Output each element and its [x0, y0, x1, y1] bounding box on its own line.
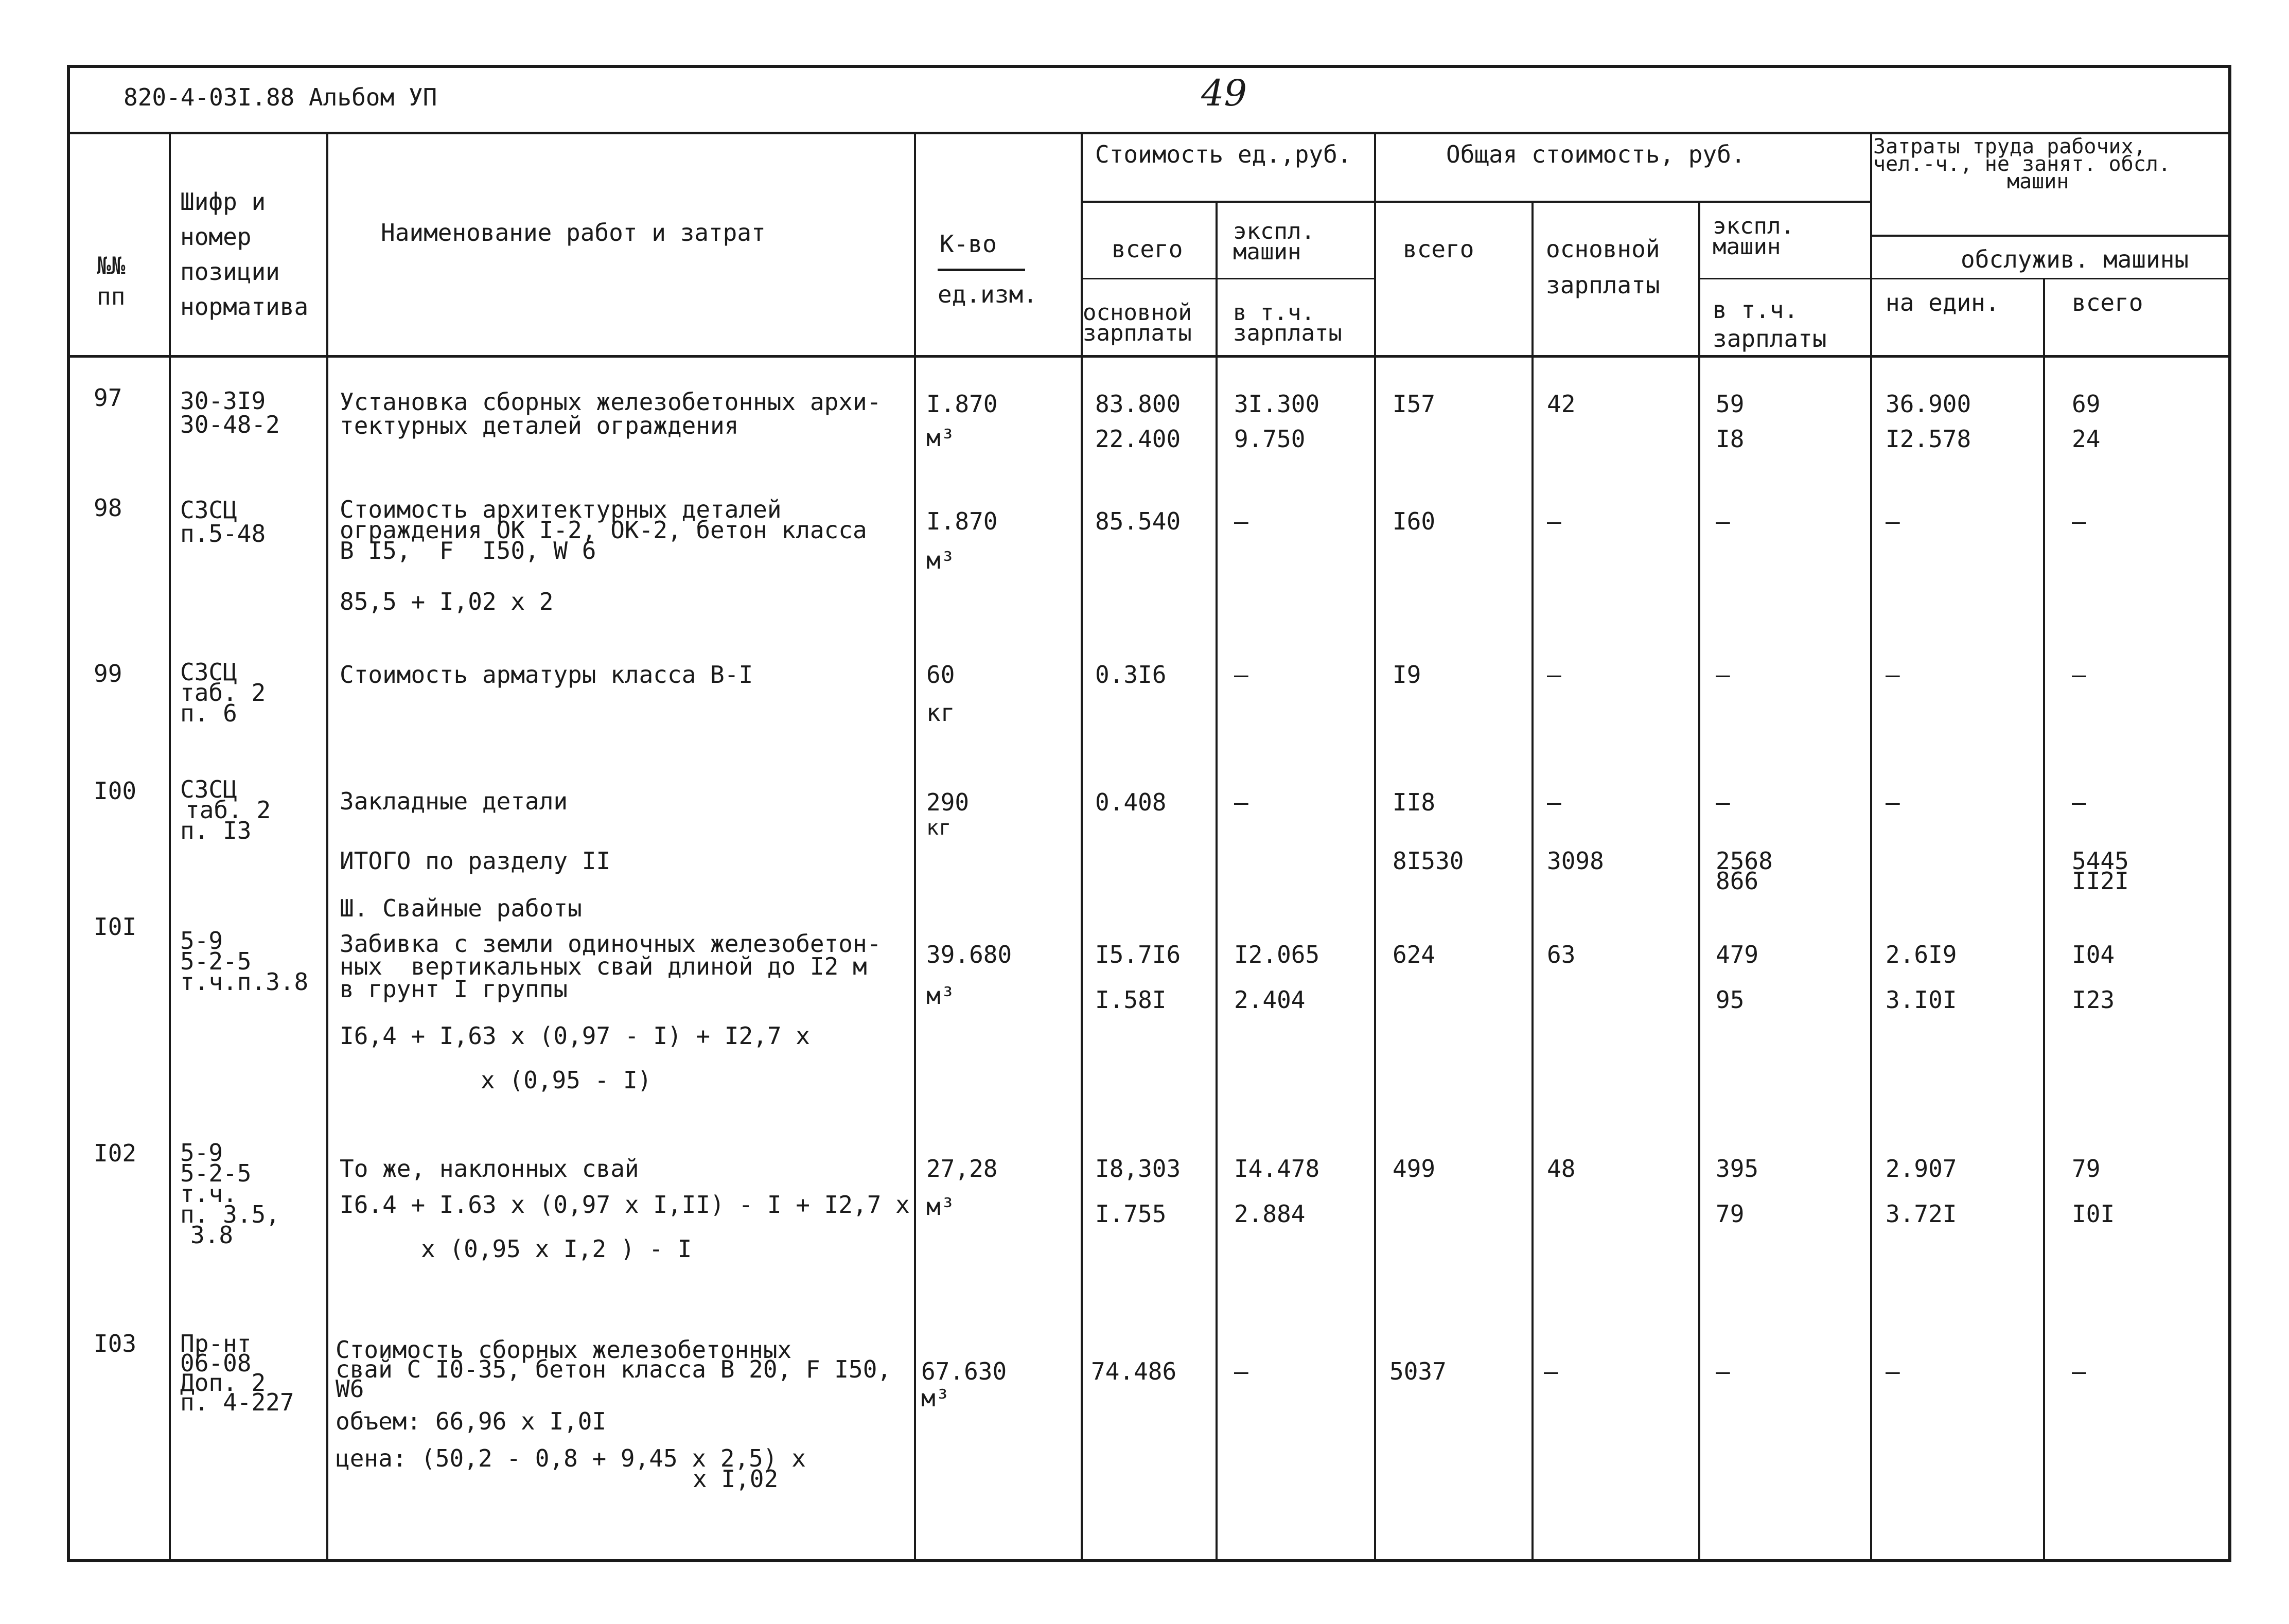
row-num: 98 [94, 494, 122, 522]
row-total: I9 [1393, 661, 1421, 689]
row-unit-salary: I.755 [1095, 1200, 1167, 1228]
row-code-line: 5-2-5 [180, 1159, 252, 1187]
row-total: II8 [1393, 788, 1436, 816]
col-divider-unit-mach [1216, 201, 1218, 1562]
row-unit-total: I5.7I6 [1095, 941, 1181, 968]
row-code-line: таб. 2 [185, 796, 271, 824]
col-header-labor-service: обслужив. машины [1961, 245, 2189, 273]
total-mach-subdivider [1698, 278, 1870, 279]
col-header-unit-machine-salary-line1: в т.ч. [1233, 299, 1315, 326]
row-name [340, 496, 867, 564]
unit-cost-subdivider [1081, 201, 1374, 203]
total-cost-subdivider [1374, 201, 1870, 203]
col-divider-qty [1081, 132, 1083, 1562]
col-header-total-machine-salary-line2: зарплаты [1713, 325, 1827, 352]
row-code-line: п. 3.5, [180, 1201, 280, 1228]
row-unit-mach: – [1234, 1357, 1248, 1385]
row-total-mach: – [1716, 1357, 1730, 1385]
row-total: 499 [1393, 1155, 1436, 1182]
row-formula-line: цена: (50,2 - 0,8 + 9,45 x 2,5) x [336, 1444, 806, 1472]
col-header-labor-line2: чел.-ч., не занят. обсл. [1873, 152, 2171, 176]
row-code-line: СЗСЦ [180, 775, 237, 803]
col-divider-total-salary [1531, 201, 1534, 1562]
row-unit-total: 74.486 [1091, 1357, 1177, 1385]
col-header-unit-cost: Стоимость ед.,руб. [1095, 140, 1352, 168]
row-code-line: Доп. 2 [180, 1369, 266, 1397]
row-name-line: Забивка с земли одиночных железобетон- [340, 930, 882, 958]
row-name: Стоимость арматуры класса В-I [340, 661, 753, 689]
row-labor-total: – [2072, 507, 2086, 535]
row-qty: 290 [926, 788, 970, 816]
row-unit-total: 0.408 [1095, 788, 1167, 816]
row-name-line: Установка сборных железобетонных архи- [340, 388, 882, 416]
row-code-line: 06-08 [180, 1349, 252, 1377]
row-labor-unit: – [1886, 661, 1900, 689]
row-labor-total: 5445 [2072, 847, 2129, 875]
row-code-line: таб. 2 [180, 679, 266, 707]
row-unit-mach-salary: 2.404 [1234, 986, 1306, 1014]
row-unit-total: I8,303 [1095, 1155, 1181, 1182]
row-qty: 60 [926, 661, 955, 689]
row-total-mach: 395 [1716, 1155, 1759, 1182]
section-heading: Ш. Свайные работы [340, 894, 582, 922]
header-divider [67, 132, 2231, 134]
col-header-total-cost: Общая стоимость, руб. [1446, 140, 1746, 168]
row-code [180, 496, 266, 548]
row-unit-mach: I2.065 [1234, 941, 1320, 968]
col-header-unit-base-salary [1083, 299, 1192, 346]
col-header-labor-total: всего [2072, 289, 2143, 316]
col-divider-labor [1870, 132, 1872, 1562]
col-header-labor-line1: Затраты труда рабочих, [1873, 135, 2146, 158]
row-unit-total: 85.540 [1095, 507, 1181, 535]
row-code [180, 658, 266, 727]
row-code-line: 5-2-5 [180, 947, 252, 975]
row-total-salary: 42 [1547, 390, 1576, 418]
row-total: I60 [1393, 507, 1436, 535]
row-labor-total: – [2072, 1357, 2086, 1385]
col-header-code-line3: позиции [180, 258, 280, 286]
row-code-line: 5-9 [180, 1139, 223, 1167]
row-code-line: т.ч. [180, 1180, 237, 1208]
row-labor-total: I04 [2072, 941, 2115, 968]
row-unit-mach: I4.478 [1234, 1155, 1320, 1182]
row-unit-mach: – [1234, 507, 1248, 535]
row-num: 97 [94, 384, 122, 412]
col-header-unit-total: всего [1112, 235, 1183, 263]
col-header-total-machines-line2: машин [1713, 234, 1781, 260]
col-header-code [180, 188, 309, 321]
col-header-labor-line3: машин [2007, 170, 2069, 193]
row-code-line: п.5-48 [180, 520, 266, 548]
col-header-code-line4: норматива [180, 293, 309, 321]
row-total-mach-salary: 95 [1716, 986, 1745, 1014]
row-unit-mach: 3I.300 [1234, 390, 1320, 418]
row-formula: 85,5 + I,02 x 2 [340, 588, 554, 615]
row-labor-unit: – [1886, 1357, 1900, 1385]
row-name-line: В I5, F I50, W 6 [340, 537, 596, 564]
row-total-salary: 3098 [1547, 847, 1604, 875]
row-labor-unit: 36.900 [1886, 390, 1971, 418]
row-code-line: п. 4-227 [180, 1388, 294, 1416]
row-unit-mach: – [1234, 661, 1248, 689]
col-header-unit-machines-line2: машин [1233, 239, 1301, 265]
row-total-mach: – [1716, 661, 1730, 689]
qty-fraction-line [938, 269, 1025, 271]
labor-subdivider [1870, 235, 2231, 237]
row-total: I57 [1393, 390, 1436, 418]
row-total: 5037 [1389, 1357, 1447, 1385]
row-labor-total-2: II2I [2072, 867, 2129, 895]
row-unit-total: 0.3I6 [1095, 661, 1167, 689]
row-unit: кг [926, 699, 955, 727]
row-qty: 39.680 [926, 941, 1012, 968]
row-formula-line: x I,02 [693, 1465, 779, 1493]
row-name-line: Стоимость сборных железобетонных [336, 1336, 792, 1364]
row-num: I00 [94, 777, 137, 805]
row-formula-line1: I6,4 + I,63 x (0,97 - I) + I2,7 x [340, 1022, 810, 1050]
row-name [340, 930, 882, 1003]
col-header-code-line1: Шифр и [180, 188, 266, 216]
row-total: 624 [1393, 941, 1436, 968]
row-total-salary: 63 [1547, 941, 1576, 968]
row-name-line: тектурных деталей ограждения [340, 412, 739, 439]
row-code-line: 30-48-2 [180, 411, 280, 438]
row-code [180, 1139, 280, 1249]
col-header-unit-base-salary-line2: зарплаты [1083, 320, 1192, 346]
row-num: I02 [94, 1139, 137, 1167]
row-code-line: 30-3I9 [180, 387, 266, 415]
row-code-line: 5-9 [180, 927, 223, 955]
row-name: То же, наклонных свай [340, 1155, 639, 1182]
row-num: I03 [94, 1330, 137, 1357]
row-code-line: т.ч.п.3.8 [180, 968, 309, 996]
row-qty: I.870 [926, 507, 998, 535]
col-header-qty-top: К-во [940, 230, 997, 258]
row-unit-mach-salary: 9.750 [1234, 425, 1306, 453]
row-labor-total-2: I23 [2072, 986, 2115, 1014]
row-unit: кг [926, 816, 952, 840]
row-num: 99 [94, 660, 122, 687]
row-total-salary: – [1547, 661, 1561, 689]
col-header-total-base-salary [1546, 235, 1660, 299]
row-qty: I.870 [926, 390, 998, 418]
row-qty: 27,28 [926, 1155, 998, 1182]
col-divider-unit-end [1374, 132, 1376, 1562]
col-header-unit-base-salary-line1: основной [1083, 299, 1192, 326]
row-unit: м³ [921, 1384, 950, 1412]
row-code-line: Пр-нт [180, 1330, 252, 1357]
row-unit-total: 83.800 [1095, 390, 1181, 418]
col-header-total-machines-line1: экспл. [1713, 213, 1794, 239]
row-name-line: W6 [336, 1375, 364, 1403]
row-total-salary: – [1547, 788, 1561, 816]
row-code-line: СЗСЦ [180, 658, 237, 686]
col-header-total-machines [1713, 213, 1794, 260]
row-labor-total-2: 24 [2072, 425, 2101, 453]
row-total-salary: – [1544, 1357, 1558, 1385]
row-unit: м³ [926, 424, 955, 452]
row-formula-line: объем: 66,96 x I,0I [336, 1407, 607, 1435]
row-unit: м³ [926, 546, 955, 574]
row-formula [336, 1407, 806, 1493]
col-header-num-line1: №№ [97, 252, 126, 279]
col-divider-num [169, 132, 171, 1562]
col-header-num-line2: пп [97, 283, 126, 310]
row-code [180, 389, 280, 436]
row-qty: 67.630 [921, 1357, 1007, 1385]
row-labor-total: – [2072, 661, 2086, 689]
row-name-line: ограждения ОК I-2, ОК-2, бетон класса [340, 516, 867, 544]
row-unit-salary: I.58I [1095, 986, 1167, 1014]
col-header-total-machine-salary-line1: в т.ч. [1713, 296, 1799, 324]
row-labor-unit-2: 3.I0I [1886, 986, 1957, 1014]
row-code [180, 1330, 294, 1416]
row-unit-salary: 22.400 [1095, 425, 1181, 453]
unit-cost-subdivider-2 [1081, 278, 1374, 279]
row-unit: м³ [926, 982, 955, 1010]
col-header-unit-machines [1233, 218, 1315, 265]
row-name [340, 390, 881, 437]
row-total-salary: – [1547, 507, 1561, 535]
row-unit-mach: – [1234, 788, 1248, 816]
row-labor-unit-2: I2.578 [1886, 425, 1971, 453]
row-labor-total: 79 [2072, 1155, 2101, 1182]
row-labor-total: – [2072, 788, 2086, 816]
row-name-line: свай С I0-35, бетон класса В 20, F I50, [336, 1355, 892, 1383]
row-formula-line2: x (0,95 x I,2 ) - I [421, 1235, 692, 1263]
row-name: Закладные детали [340, 787, 568, 815]
row-total-mach: 59 [1716, 390, 1745, 418]
row-labor-total: 69 [2072, 390, 2101, 418]
col-header-unit-machine-salary [1233, 299, 1342, 346]
col-header-labor-per-unit: на един. [1886, 289, 2000, 316]
columns-bottom-divider [67, 355, 2231, 358]
col-divider-labor-total [2043, 278, 2045, 1562]
row-code-line: СЗСЦ [180, 496, 237, 524]
col-divider-total-mach [1698, 201, 1700, 1562]
col-header-total-base-salary-line2: зарплаты [1546, 271, 1660, 299]
row-name-line: в грунт I группы [340, 975, 568, 1003]
col-header-num [97, 254, 125, 308]
row-total-salary: 48 [1547, 1155, 1576, 1182]
col-header-qty-bottom: ед.изм. [938, 280, 1037, 308]
row-num: I0I [94, 913, 137, 941]
row-name-line: ных вертикальных свай длиной до I2 м [340, 952, 867, 980]
col-header-unit-machines-line1: экспл. [1233, 218, 1315, 244]
col-divider-code [326, 132, 328, 1562]
row-name [336, 1336, 892, 1403]
col-divider-name [914, 132, 916, 1562]
col-header-code-line2: номер [180, 223, 252, 251]
row-code [180, 927, 309, 996]
col-header-total-all: всего [1403, 235, 1474, 263]
row-labor-total-2: I0I [2072, 1200, 2115, 1228]
section-total-label: ИТОГО по разделу II [340, 847, 611, 875]
row-labor-unit: 2.907 [1886, 1155, 1957, 1182]
row-labor-unit: – [1886, 788, 1900, 816]
col-header-total-machine-salary [1713, 298, 1827, 350]
row-total-mach: – [1716, 507, 1730, 535]
row-labor-unit: 2.6I9 [1886, 941, 1957, 968]
row-labor-unit: – [1886, 507, 1900, 535]
row-code [180, 775, 271, 844]
col-header-total-base-salary-line1: основной [1546, 235, 1660, 263]
row-total-mach-salary: I8 [1716, 425, 1745, 453]
row-labor-unit-2: 3.72I [1886, 1200, 1957, 1228]
row-total-mach: – [1716, 788, 1730, 816]
row-total-mach: 2568 [1716, 847, 1773, 875]
row-code-line: п. I3 [180, 817, 252, 844]
row-code-line: п. 6 [180, 699, 237, 727]
col-header-unit-machine-salary-line2: зарплаты [1233, 320, 1342, 346]
labor-subdivider-2 [1870, 278, 2231, 279]
col-header-name: Наименование работ и затрат [381, 219, 766, 246]
row-formula-line1: I6.4 + I.63 x (0,97 x I,II) - I + I2,7 x [340, 1191, 910, 1219]
col-header-labor [1873, 135, 2171, 193]
row-formula-line2: x (0,95 - I) [481, 1066, 652, 1094]
row-unit-mach-salary: 2.884 [1234, 1200, 1306, 1228]
row-total: 8I530 [1393, 847, 1464, 875]
row-code-line: 3.8 [190, 1221, 234, 1249]
row-unit: м³ [926, 1193, 955, 1221]
page-number: 49 [1201, 72, 1247, 114]
row-total-mach-salary: 79 [1716, 1200, 1745, 1228]
row-total-mach: 479 [1716, 941, 1759, 968]
document-code: 820-4-03I.88 Альбом УП [124, 83, 437, 111]
row-total-mach-salary: 866 [1716, 867, 1759, 895]
row-name-line: Стоимость архитектурных деталей [340, 496, 782, 523]
